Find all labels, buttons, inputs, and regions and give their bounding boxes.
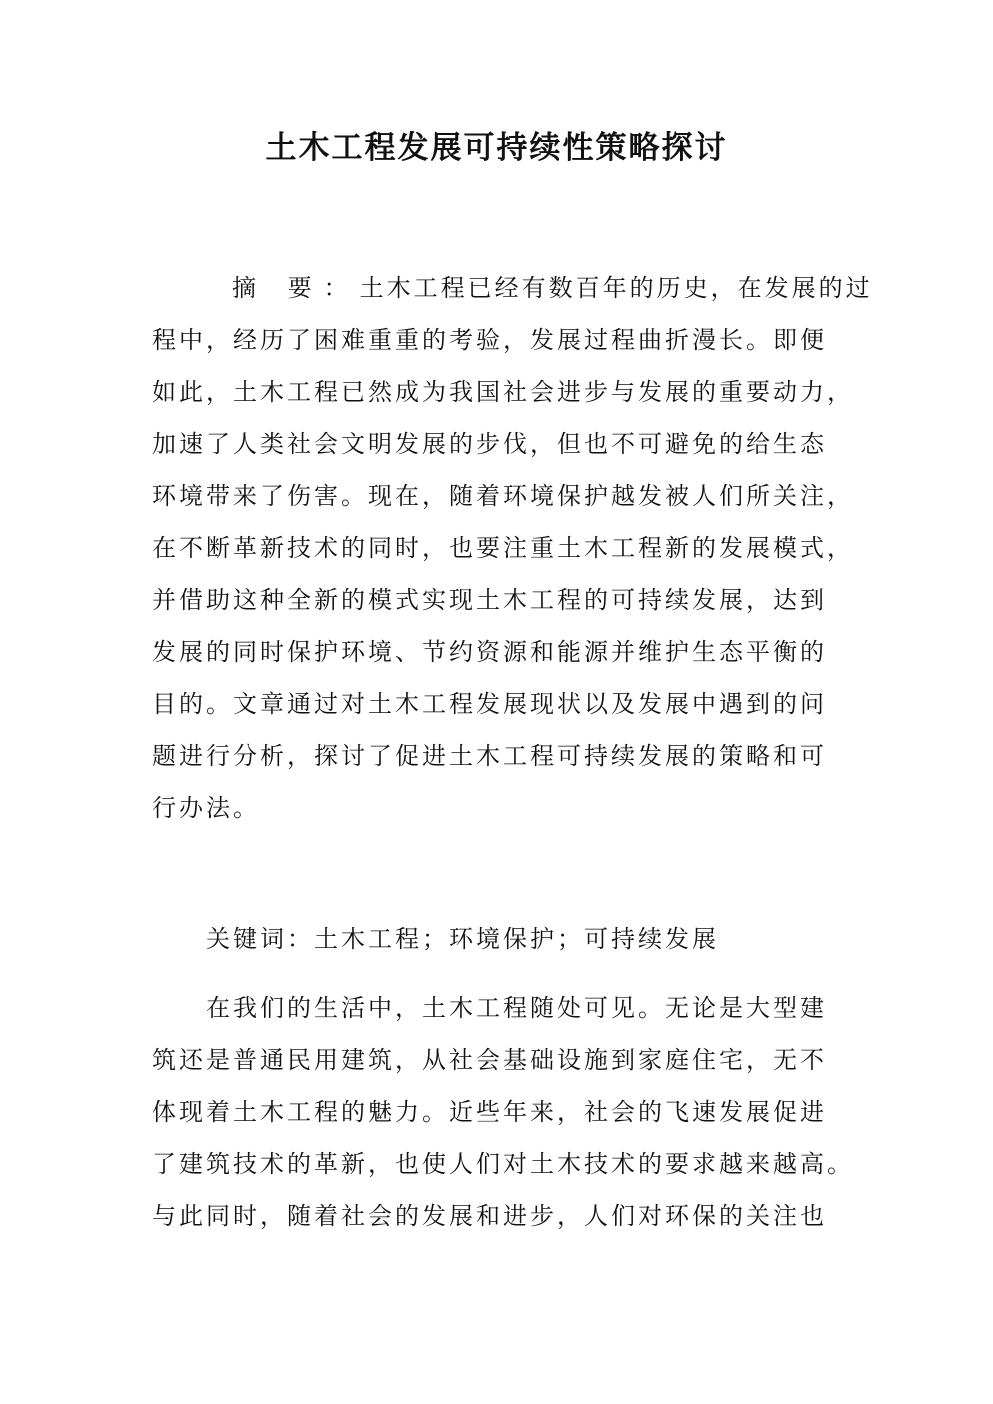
body-paragraph: [152, 982, 854, 1242]
abstract-line: 加速了人类社会文明发展的步伐，但也不可避免的给生态: [152, 430, 827, 458]
abstract-text: 土木工程已经有数百年的历史，在发展的过: [359, 274, 873, 302]
paragraph-line: 在我们的生活中，土木工程随处可见。无论是大型建: [206, 994, 827, 1022]
document-title: 土木工程发展可持续性策略探讨: [265, 130, 728, 166]
paragraph-line: 体现着土木工程的魅力。近些年来，社会的飞速发展促进: [152, 1098, 827, 1126]
paragraph-line: 与此同时，随着社会的发展和进步，人们对环保的关注也: [152, 1202, 827, 1230]
abstract-label: 摘 要：: [232, 274, 360, 302]
abstract-line: 在不断革新技术的同时，也要注重土木工程新的发展模式，: [152, 534, 854, 562]
abstract-line: [152, 262, 873, 314]
keywords-section: [152, 913, 832, 965]
abstract-line: 并借助这种全新的模式实现土木工程的可持续发展，达到: [152, 586, 827, 614]
abstract-line: 环境带来了伤害。现在，随着环境保护越发被人们所关注，: [152, 482, 854, 510]
keywords-line: 关键词：土木工程；环境保护；可持续发展: [206, 925, 719, 953]
abstract-line: 程中，经历了困难重重的考验，发展过程曲折漫长。即便: [152, 326, 827, 354]
paragraph-line: 筑还是普通民用建筑，从社会基础设施到家庭住宅，无不: [152, 1046, 827, 1074]
abstract-line: 题进行分析，探讨了促进土木工程可持续发展的策略和可: [152, 742, 827, 770]
abstract-section: [152, 262, 873, 834]
abstract-line: 行办法。: [152, 794, 260, 822]
abstract-line: 发展的同时保护环境、节约资源和能源并维护生态平衡的: [152, 638, 827, 666]
paragraph-line: 了建筑技术的革新，也使人们对土木技术的要求越来越高。: [152, 1150, 854, 1178]
abstract-line: 如此，土木工程已然成为我国社会进步与发展的重要动力，: [152, 378, 854, 406]
abstract-line: 目的。文章通过对土木工程发展现状以及发展中遇到的问: [152, 690, 827, 718]
